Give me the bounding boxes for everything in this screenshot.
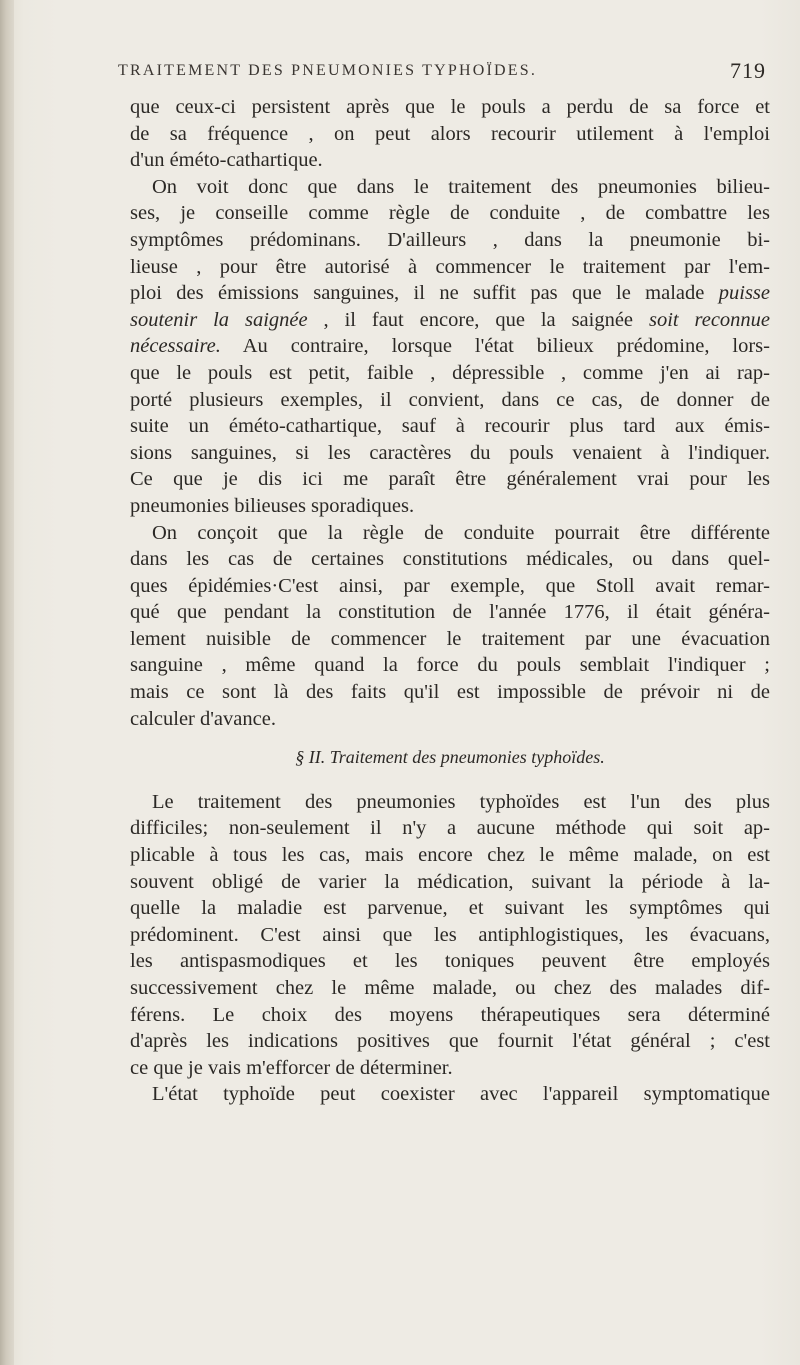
text-line: ses, je conseille comme règle de conduite , de combattre les [130,202,770,225]
text-line: d'un éméto-cathartique. [130,149,323,172]
text-line: que le pouls est petit, faible , dépressible , comme j'en ai rap- [130,361,770,384]
text-line: difficiles; non-seulement il n'y a aucune méthode qui soit ap- [130,817,770,840]
text-line: d'après les indications positives que fournit l'état général ; c'est [130,1030,770,1053]
text-line: ques épidémies·C'est ainsi, par exemple, que Stoll avait remar- [130,574,770,597]
text-line: lement nuisible de commencer le traitement par une évacuation [130,627,770,650]
page-gutter [0,0,14,1365]
text-line: férens. Le choix des moyens thérapeutiques sera déterminé [130,1003,770,1026]
italic-text: soutenir la saignée [130,308,308,331]
section-heading: § II. Traitement des pneumonies typhoïdes. [295,747,605,768]
body-text [130,94,770,1108]
text-line: suite un éméto-cathartique, sauf à recourir plus tard aux émis- [130,415,770,438]
text-line: de sa fréquence , on peut alors recourir utilement à l'emploi [130,122,770,145]
running-head [116,58,766,86]
text-line: lieuse , pour être autorisé à commencer le traitement par l'em- [130,255,770,278]
text-fragment: ploi des émissions sanguines, il ne suffit pas que le malade [130,282,705,305]
text-line: sions sanguines, si les caractères du pouls venaient à l'indiquer. [130,441,770,464]
text-line: quelle la maladie est parvenue, et suivant les symptômes qui [130,897,770,920]
text-line: les antispasmodiques et les toniques peuvent être employés [130,950,770,973]
text-line: sanguine , même quand la force du pouls semblait l'indiquer ; [130,654,770,677]
text-line: calculer d'avance. [130,707,276,730]
text-line: pneumonies bilieuses sporadiques. [130,494,415,517]
text-line: souvent obligé de varier la médication, suivant la période à la- [130,870,770,893]
italic-text: puisse [718,282,770,305]
running-title: TRAITEMENT DES PNEUMONIES TYPHOÏDES. [118,62,538,79]
text-line: prédominent. C'est ainsi que les antiphlogistiques, les évacuans, [130,923,770,946]
text-line: que ceux-ci persistent après que le pouls a perdu de sa force et [130,96,770,118]
paragraph-start: Le traitement des pneumonies typhoïdes est l'un des plus [152,790,770,813]
paragraph-start: On conçoit que la règle de conduite pourrait être différente [152,521,770,544]
page-number: 719 [730,58,766,83]
italic-text: soit reconnue [648,308,771,331]
text-line [130,333,770,360]
text-line: mais ce sont là des faits qu'il est impossible de prévoir ni de [130,681,770,704]
text-line: symptômes prédominans. D'ailleurs , dans la pneumonie bi- [130,228,770,251]
paragraph-start: L'état typhoïde peut coexister avec l'appareil symptomatique [152,1083,770,1106]
paragraph-start: On voit donc que dans le traitement des pneumonies bilieu- [152,175,770,198]
text-fragment: Au contraire, lorsque l'état bilieux prédomine, lors- [220,335,770,358]
text-line: porté plusieurs exemples, il convient, dans ce cas, de donner de [130,388,770,411]
text-line: ce que je vais m'efforcer de déterminer. [130,1056,453,1079]
text-line: plicable à tous les cas, mais encore chez le même malade, on est [130,844,770,867]
text-line [130,307,770,334]
italic-text: nécessaire. [130,335,221,358]
text-line: dans les cas de certaines constitutions médicales, ou dans quel- [130,548,770,571]
text-line: qué que pendant la constitution de l'année 1776, il était généra- [130,601,770,624]
text-line [130,280,770,307]
text-fragment: , il faut encore, que la saignée [323,308,634,331]
text-line: Ce que je dis ici me paraît être généralement vrai pour les [130,468,770,491]
text-line: successivement chez le même malade, ou chez des malades dif- [130,977,770,999]
